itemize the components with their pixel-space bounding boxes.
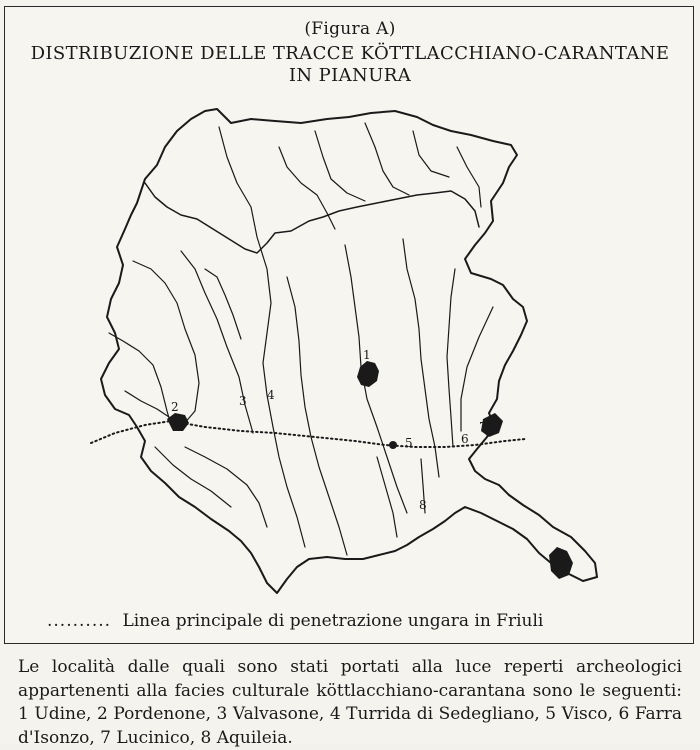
figure-frame xyxy=(4,6,694,644)
figure-label: (Figura A) xyxy=(304,19,396,39)
figure-title-line1: DISTRIBUZIONE DELLE TRACCE KÖTTLACCHIANO-CARANTANE xyxy=(30,43,670,64)
site-number: 6 xyxy=(461,432,469,446)
figure-title-line2: IN PIANURA xyxy=(288,65,412,86)
inner-boundary xyxy=(145,183,479,253)
legend-text: Linea principale di penetrazione ungara in Friuli xyxy=(122,611,544,631)
site-number: 8 xyxy=(419,498,427,512)
site-number: 4 xyxy=(267,388,275,402)
site-number: 7 xyxy=(479,420,487,434)
legend-dotted-line-symbol: .......... xyxy=(47,611,112,631)
friuli-map xyxy=(5,7,695,607)
site-number: 3 xyxy=(239,394,247,408)
site-5-visco-dot xyxy=(389,441,397,449)
site-number: 1 xyxy=(363,348,371,362)
site-number: 2 xyxy=(171,400,179,414)
map-legend xyxy=(47,611,543,631)
figure-caption: Le località dalle quali sono stati portati alla luce reperti archeologici appartenenti alla facies culturale köttlacchiano-carantana sono le seguenti: 1 Udine, 2 Pordenone, 3 Valvasone, 4 Turrida di Sedegliano, 5 Visco, 6 Farra d'Isonzo, 7 Lucinico, 8 Aquileia. xyxy=(18,657,682,748)
site-2-pordenone-blob xyxy=(167,413,189,431)
region-border xyxy=(101,109,597,593)
site-number: 5 xyxy=(405,436,413,450)
rivers xyxy=(109,123,493,555)
